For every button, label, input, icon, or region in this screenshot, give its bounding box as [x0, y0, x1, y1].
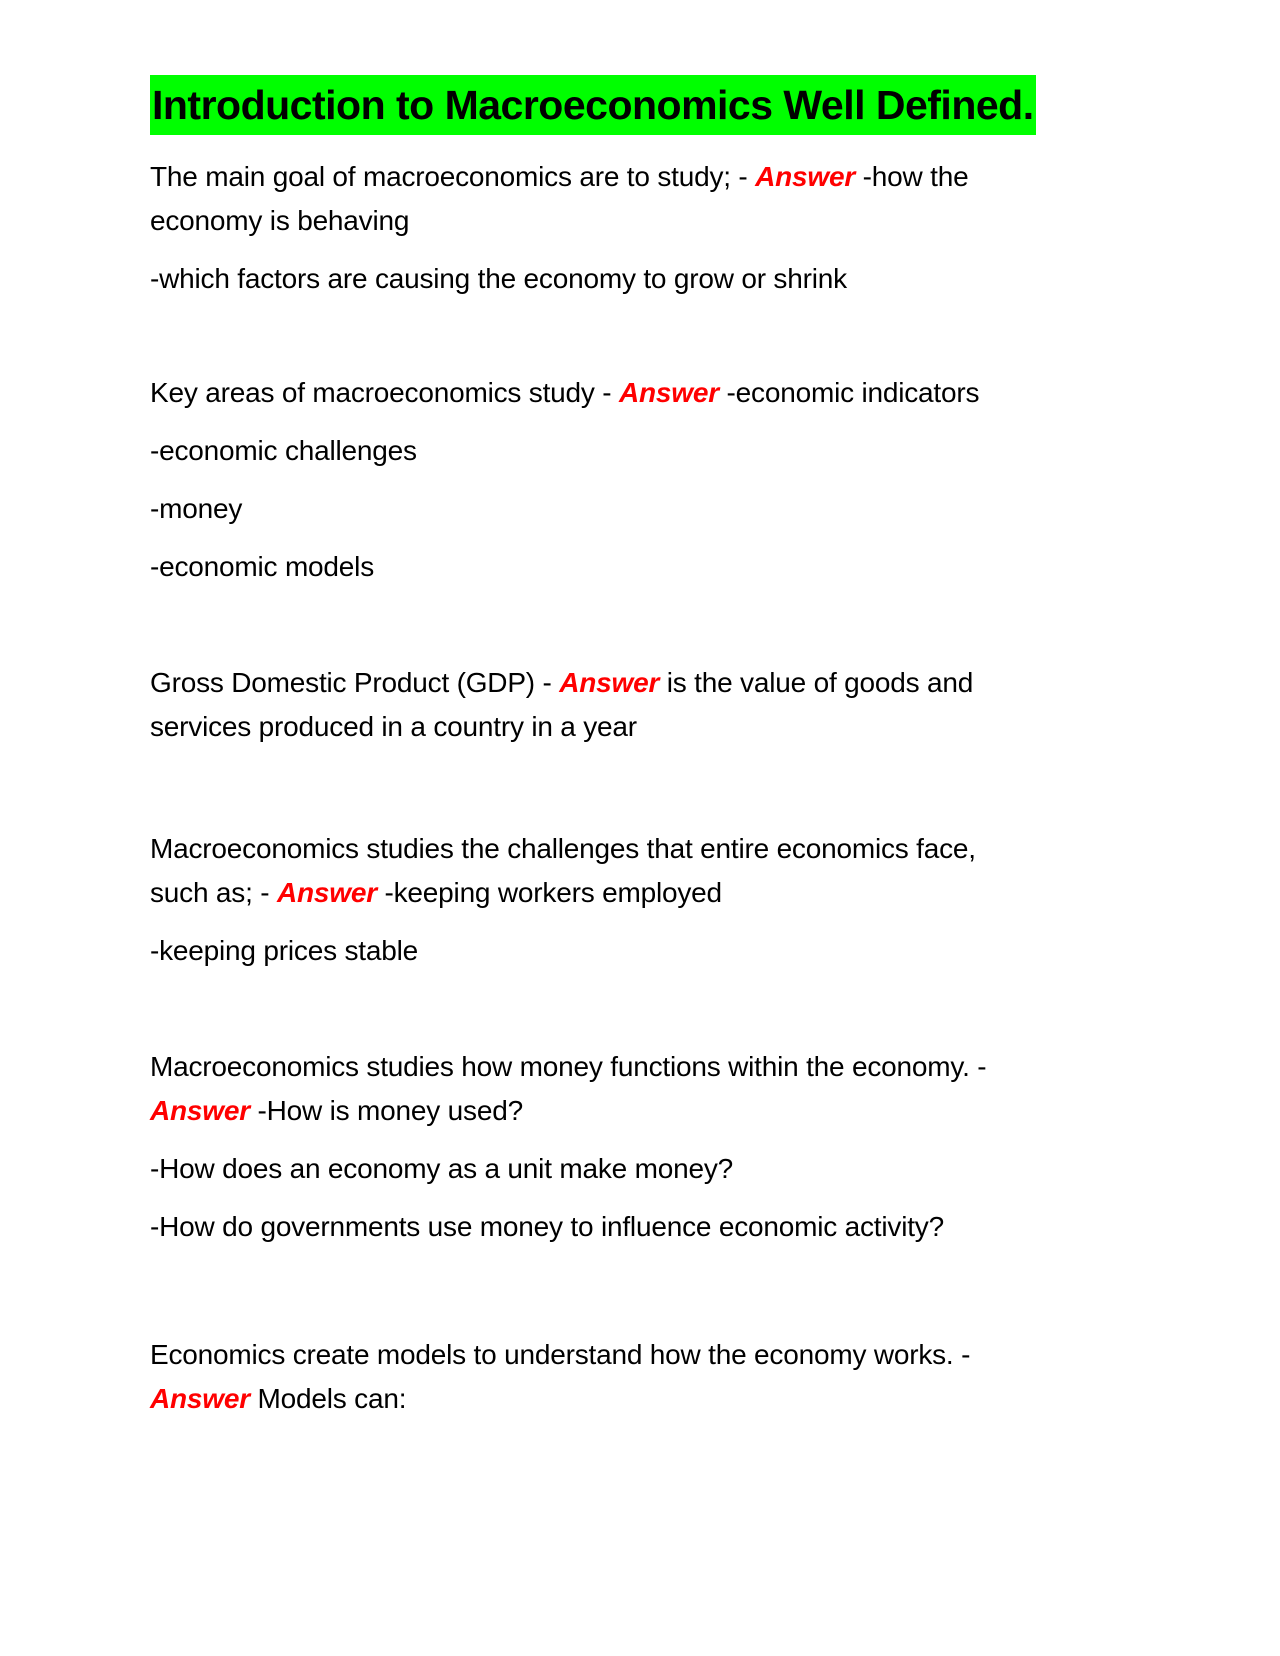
qa-text: The main goal of macroeconomics are to study; - Answer -how the	[150, 161, 969, 192]
answer-label: Answer	[619, 377, 719, 408]
qa-text-cont: Answer -How is money used?	[150, 1095, 523, 1126]
qa-text: Gross Domestic Product (GDP) - Answer is the value of goods and	[150, 667, 974, 698]
qa-text: Key areas of macroeconomics study - Answer -economic indicators	[150, 377, 980, 408]
qa-item	[150, 827, 976, 973]
qa-item	[150, 661, 973, 749]
qa-text: Macroeconomics studies the challenges that entire economics face,	[150, 833, 976, 864]
answer-bullet: -How does an economy as a unit make money?	[150, 1153, 734, 1184]
qa-item	[150, 371, 979, 589]
document-page	[150, 75, 1130, 1414]
qa-text-cont: such as; - Answer -keeping workers employed	[150, 877, 722, 908]
answer-label: Answer	[559, 667, 660, 698]
qa-item	[150, 1045, 986, 1249]
qa-text-cont: services produced in a country in a year	[150, 711, 637, 742]
qa-text: Macroeconomics studies how money functions within the economy. -	[150, 1051, 987, 1082]
answer-bullet: -money	[150, 493, 243, 524]
answer-label: Answer	[150, 1383, 250, 1414]
answer-bullet: -which factors are causing the economy to grow or shrink	[150, 263, 847, 294]
answer-bullet: -keeping prices stable	[150, 935, 418, 966]
answer-bullet: -economic challenges	[150, 435, 417, 466]
qa-item	[150, 1333, 970, 1421]
answer-bullet: -How do governments use money to influence economic activity?	[150, 1211, 944, 1242]
answer-label: Answer	[276, 877, 377, 908]
qa-item	[150, 155, 968, 301]
answer-label: Answer	[755, 161, 856, 192]
qa-text: Economics create models to understand how the economy works. -	[150, 1339, 971, 1370]
answer-bullet: -economic models	[150, 551, 374, 582]
qa-text-cont: economy is behaving	[150, 205, 410, 236]
qa-text-cont: Answer Models can:	[150, 1383, 407, 1414]
document-title: Introduction to Macroeconomics Well Defined.	[150, 75, 1036, 135]
answer-label: Answer	[150, 1095, 250, 1126]
